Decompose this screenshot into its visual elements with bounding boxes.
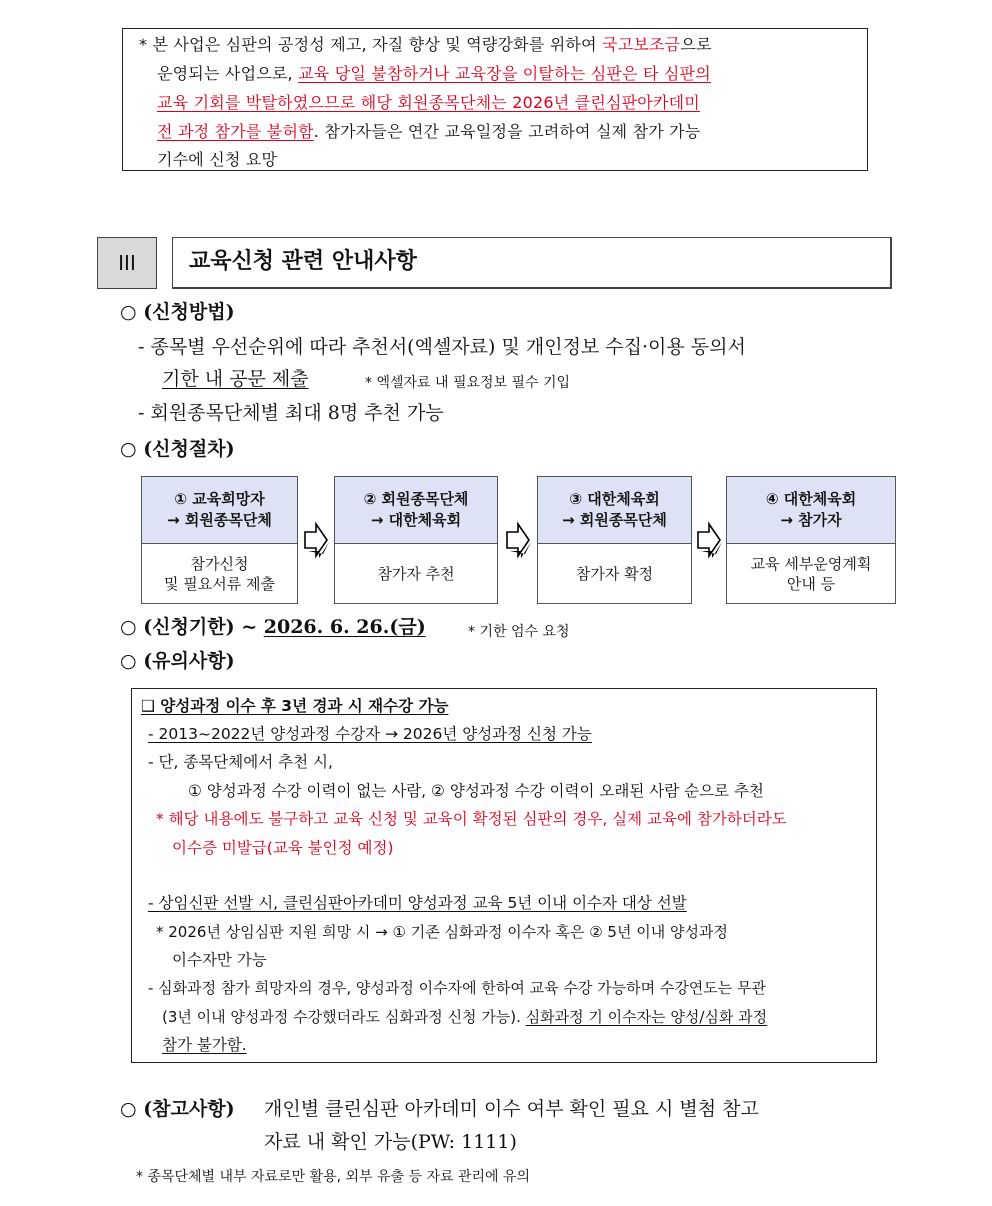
section-number: III [97, 237, 157, 289]
flow-step-header [727, 477, 895, 544]
procedure-heading: ○ (신청절차) [120, 438, 235, 460]
reference-note: * 종목단체별 내부 자료로만 활용, 외부 유출 등 자료 관리에 유의 [136, 1169, 531, 1185]
flow-step-2 [334, 476, 498, 604]
notice-line-1 [139, 35, 712, 55]
caution-line [162, 1007, 767, 1027]
caution-line: ① 양성과정 수강 이력이 없는 사람, ② 양성과정 수강 이력이 오래된 사람 순으로 추천 [188, 782, 764, 800]
method-line-1: - 종목별 우선순위에 따라 추천서(엑셀자료) 및 개인정보 수집·이용 동의서 [138, 336, 746, 358]
flow-step-1 [141, 476, 298, 604]
caution-text: 심화과정 기 이수자는 양성/심화 과정 [525, 1008, 768, 1026]
flow-step-title: ① 교육희망자 [174, 490, 265, 508]
deadline-note: * 기한 엄수 요청 [468, 624, 570, 640]
notice-line-4 [157, 122, 701, 142]
notice-text: . 참가자들은 연간 교육일정을 고려하여 실제 참가 가능 [313, 122, 701, 141]
reference-label: ○ (참고사항) [120, 1098, 235, 1120]
notice-line-3: 교육 기회를 박탈하였으므로 해당 회원종목단체는 2026년 클린심판아카데미 [157, 93, 700, 112]
notice-highlight: 전 과정 참가를 불허함 [157, 122, 314, 141]
caution-text: - 2013~2022년 양성과정 수강자 → 2026년 양성과정 신청 가능 [148, 725, 592, 743]
flow-step-desc: 참가신청 [190, 555, 249, 573]
caution-line: - 심화과정 참가 희망자의 경우, 양성과정 이수자에 한하여 교육 수강 가능하며 수강연도는 무관 [148, 979, 767, 997]
deadline-line [120, 615, 426, 639]
notice-text: 으로 [680, 35, 712, 54]
caution-line: 이수자만 가능 [172, 951, 267, 969]
arrow-right-icon [505, 520, 531, 560]
flow-step-desc: 참가자 확정 [575, 565, 654, 583]
deadline-date: 2026. 6. 26.(금) [263, 616, 426, 638]
caution-title: ❑ 양성과정 이수 후 3년 경과 시 재수강 가능 [141, 697, 449, 715]
flow-step-header [142, 477, 297, 544]
flow-step-body [142, 544, 297, 604]
arrow-right-icon [696, 520, 722, 560]
notice-highlight: 교육 당일 불참하거나 교육장을 이탈하는 심판은 타 심판의 [298, 64, 711, 83]
method-line-2: - 회원종목단체별 최대 8명 추천 가능 [138, 402, 444, 424]
notice-text: * 본 사업은 심판의 공정성 제고, 자질 향상 및 역량강화를 위하여 [139, 35, 603, 54]
reference-text: 개인별 클린심판 아카데미 이수 여부 확인 필요 시 별첨 참고 [264, 1098, 759, 1120]
flow-step-desc: 및 필요서류 제출 [164, 575, 275, 593]
flow-step-3 [537, 476, 692, 604]
caution-text: (3년 이내 양성과정 수강했더라도 심화과정 신청 가능). [162, 1008, 526, 1026]
reference-text: 자료 내 확인 가능(PW: 1111) [264, 1131, 517, 1153]
notice-box [122, 28, 868, 171]
flow-step-body [727, 544, 895, 604]
caution-text: - 상임신판 선발 시, 클린심판아카데미 양성과정 교육 5년 이내 이수자 대상 선발 [148, 894, 687, 912]
caution-box [131, 688, 877, 1063]
notice-highlight: 국고보조금 [602, 35, 681, 54]
caution-line: * 2026년 상임심판 지원 희망 시 → ① 기존 심화과정 이수자 혹은 ② 5년 이내 양성과정 [156, 923, 728, 941]
method-note: * 엑셀자료 내 필요정보 필수 기입 [365, 375, 571, 391]
flow-step-desc: 교육 세부운영계획 [750, 555, 872, 573]
flow-step-target: → 참가자 [780, 511, 842, 529]
flow-step-desc: 안내 등 [786, 575, 836, 593]
flow-step-target: → 회원종목단체 [562, 511, 667, 529]
flow-step-title: ③ 대한체육회 [569, 490, 660, 508]
flow-step-title: ② 회원종목단체 [363, 490, 469, 508]
flow-step-header [538, 477, 691, 544]
caution-warning: * 해당 내용에도 불구하고 교육 신청 및 교육이 확정된 심판의 경우, 실제 교육에 참가하더라도 [156, 810, 787, 828]
flow-step-header [335, 477, 497, 544]
caution-line [148, 893, 687, 913]
deadline-label: ○ (신청기한) ~ [120, 616, 264, 638]
flow-step-target: → 대한체육회 [370, 511, 462, 529]
caution-line: - 단, 종목단체에서 추천 시, [148, 753, 333, 771]
flow-step-target: → 회원종목단체 [167, 511, 272, 529]
caution-line [148, 724, 592, 744]
arrow-right-icon [303, 520, 329, 560]
flow-step-body [538, 544, 691, 604]
method-line-1b: 기한 내 공문 제출 [162, 368, 309, 390]
notice-line-5: 기수에 신청 요망 [157, 150, 278, 169]
flow-step-body [335, 544, 497, 604]
caution-heading: ○ (유의사항) [120, 650, 235, 672]
section-title: 교육신청 관련 안내사항 [172, 237, 892, 289]
caution-line: 참가 불가함. [162, 1036, 247, 1054]
flow-step-4 [726, 476, 896, 604]
flow-step-desc: 참가자 추천 [377, 565, 455, 583]
flow-step-title: ④ 대한체육회 [765, 490, 857, 508]
notice-text: 운영되는 사업으로, [157, 64, 299, 83]
caution-warning: 이수증 미발급(교육 불인정 예정) [172, 839, 394, 857]
method-heading: ○ (신청방법) [120, 301, 235, 323]
notice-line-2 [157, 64, 711, 84]
